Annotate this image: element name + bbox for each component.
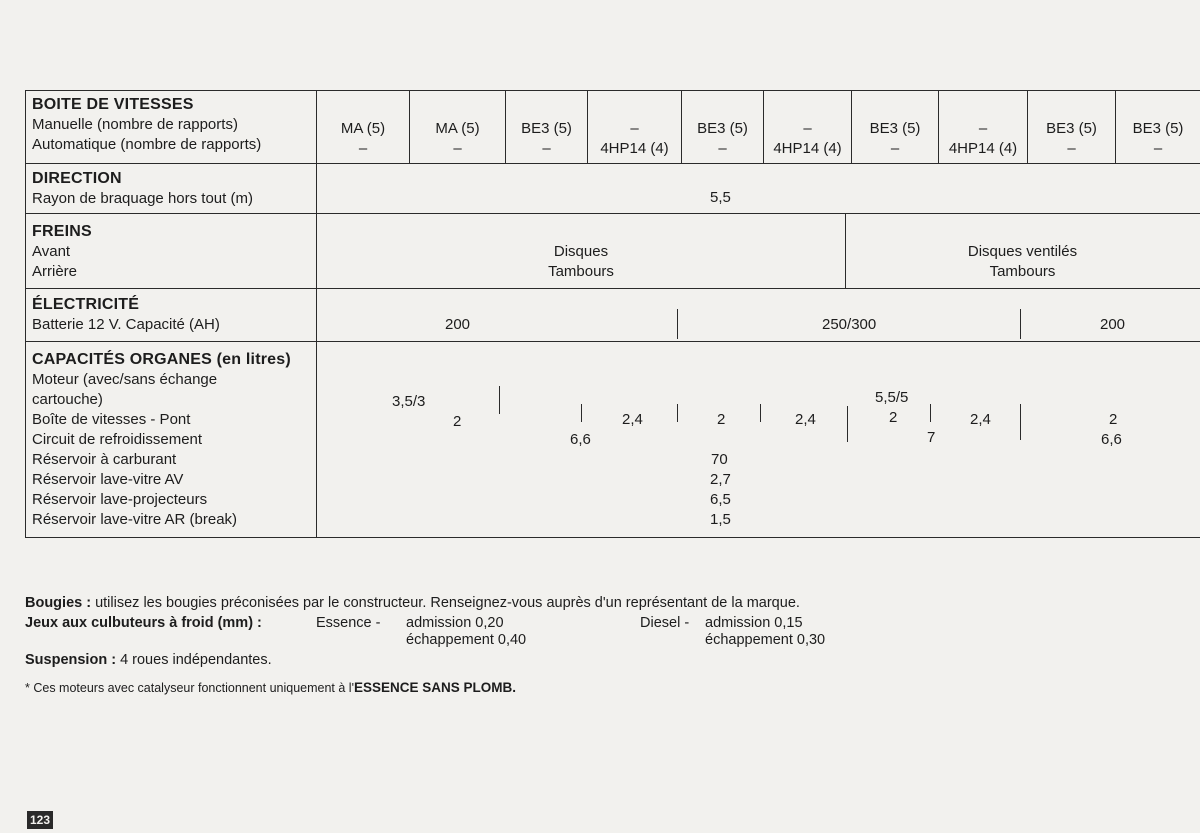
battery-divider-1 xyxy=(677,309,678,339)
gearbox-column-7 xyxy=(851,91,938,164)
fuel-tank-value: 70 xyxy=(711,451,728,468)
washer-front-value: 2,7 xyxy=(710,471,731,488)
engine-oil-value-1: 3,5/3 xyxy=(392,393,426,410)
gearbox-manual-value: – xyxy=(978,120,988,137)
brakes-front-label: Avant xyxy=(32,243,71,260)
gearbox-manual-value: BE3 (5) xyxy=(1046,120,1097,137)
gearbox-manual-value: MA (5) xyxy=(435,120,480,137)
suspension-note xyxy=(25,652,272,668)
brakes-group2-rear: Tambours xyxy=(989,263,1056,280)
capacity-label-washer-rear: Réservoir lave-vitre AR (break) xyxy=(32,511,238,528)
plugs-label: Bougies : xyxy=(25,595,92,611)
headlamp-washer-value: 6,5 xyxy=(710,491,731,508)
brakes-group1-front: Disques xyxy=(553,243,609,260)
gearbox-auto-value: 4HP14 (4) xyxy=(600,140,669,157)
suspension-label: Suspension : xyxy=(25,652,117,668)
direction-label-cell xyxy=(25,164,317,213)
suspension-text: 4 roues indépendantes. xyxy=(116,652,272,668)
electricity-row xyxy=(25,288,1200,341)
gearbox-manual-value: BE3 (5) xyxy=(697,120,748,137)
capacity-divider xyxy=(930,404,931,422)
capacity-divider xyxy=(1020,404,1021,440)
gearbox-manual-value: – xyxy=(803,120,812,137)
gearbox-column-2 xyxy=(409,91,505,164)
gearbox-auto-value: – xyxy=(1153,140,1163,157)
brakes-group2-front: Disques ventilés xyxy=(967,243,1078,260)
capacity-divider xyxy=(847,406,848,442)
battery-divider-2 xyxy=(1020,309,1021,339)
gearbox-auto-value: – xyxy=(890,140,900,157)
capacity-divider xyxy=(581,404,582,422)
capacities-heading: CAPACITÉS ORGANES (en litres) xyxy=(32,351,291,368)
gearbox-capacity-3: 2 xyxy=(717,411,726,428)
gearbox-manual-value: BE3 (5) xyxy=(869,120,921,137)
gearbox-column-8 xyxy=(938,91,1027,164)
gearbox-column-9 xyxy=(1027,91,1115,164)
capacity-label-fuel: Réservoir à carburant xyxy=(32,451,177,468)
direction-heading: DIRECTION xyxy=(32,170,122,187)
battery-value-1: 200 xyxy=(445,316,471,333)
gearbox-heading: BOITE DE VITESSES xyxy=(32,96,194,113)
gearbox-capacity-5: 2 xyxy=(889,409,898,426)
gearbox-auto-value: – xyxy=(542,140,551,157)
plugs-note xyxy=(25,595,800,611)
capacity-divider xyxy=(677,404,678,422)
cooling-capacity-1: 6,6 xyxy=(570,431,591,448)
capacity-divider xyxy=(760,404,761,422)
capacities-row xyxy=(25,341,1200,538)
diesel-exhaust: échappement 0,30 xyxy=(705,632,826,648)
gearbox-capacity-1: 2 xyxy=(453,413,462,430)
brakes-label-cell xyxy=(25,214,317,288)
gearbox-column-5 xyxy=(681,91,763,164)
brakes-group1 xyxy=(317,242,845,282)
direction-row xyxy=(25,163,1200,213)
gearbox-column-4 xyxy=(587,91,681,164)
footnote xyxy=(25,680,516,696)
battery-value-3: 200 xyxy=(1100,316,1126,333)
gearbox-column-6 xyxy=(763,91,851,164)
capacity-label-cooling: Circuit de refroidissement xyxy=(32,431,203,448)
battery-value-2: 250/300 xyxy=(822,316,877,333)
gearbox-column-1 xyxy=(317,119,409,164)
gearbox-auto-value: – xyxy=(718,140,727,157)
rockers-label: Jeux aux culbuteurs à froid (mm) : xyxy=(25,615,262,631)
gearbox-auto-value: – xyxy=(1067,140,1076,157)
brakes-rear-label: Arrière xyxy=(32,263,78,280)
footnote-text: * Ces moteurs avec catalyseur fonctionnent uniquement à l' xyxy=(25,681,354,695)
gearbox-auto-value: 4HP14 (4) xyxy=(948,140,1018,157)
gearbox-column-10 xyxy=(1115,91,1200,164)
diesel-label: Diesel - xyxy=(640,615,690,631)
petrol-label: Essence - xyxy=(316,615,381,631)
brakes-group2 xyxy=(845,242,1200,282)
diesel-intake: admission 0,15 xyxy=(705,615,803,631)
washer-rear-value: 1,5 xyxy=(710,511,731,528)
gearbox-auto-label: Automatique (nombre de rapports) xyxy=(32,136,262,153)
cooling-capacity-2: 7 xyxy=(927,429,936,446)
gearbox-capacity-6: 2,4 xyxy=(970,411,991,428)
engine-oil-value-2: 5,5/5 xyxy=(875,389,909,406)
capacity-label-cartridge: cartouche) xyxy=(32,391,103,408)
brakes-row xyxy=(25,213,1200,288)
gearbox-capacity-7: 2 xyxy=(1109,411,1118,428)
capacity-divider xyxy=(499,386,500,414)
capacity-label-engine: Moteur (avec/sans échange xyxy=(32,371,218,388)
petrol-exhaust: échappement 0,40 xyxy=(406,632,527,648)
cooling-capacity-3: 6,6 xyxy=(1101,431,1122,448)
gearbox-row xyxy=(25,90,1200,163)
gearbox-capacity-4: 2,4 xyxy=(795,411,816,428)
gearbox-manual-label: Manuelle (nombre de rapports) xyxy=(32,116,238,133)
capacity-label-gearbox: Boîte de vitesses - Pont xyxy=(32,411,191,428)
gearbox-auto-value: – xyxy=(453,140,462,157)
electricity-label-cell xyxy=(25,289,317,341)
brakes-heading: FREINS xyxy=(32,223,92,240)
petrol-intake: admission 0,20 xyxy=(406,615,504,631)
direction-label: Rayon de braquage hors tout (m) xyxy=(32,190,253,207)
capacities-label-cell xyxy=(25,342,317,537)
page-number: 123 xyxy=(27,811,53,829)
gearbox-column-3 xyxy=(505,91,587,164)
gearbox-manual-value: BE3 (5) xyxy=(521,120,572,137)
footnote-bold: ESSENCE SANS PLOMB. xyxy=(353,680,516,695)
gearbox-manual-value: MA (5) xyxy=(340,120,386,137)
gearbox-capacity-2: 2,4 xyxy=(622,411,643,428)
turning-radius-value: 5,5 xyxy=(710,189,731,206)
brakes-group1-rear: Tambours xyxy=(548,263,614,280)
gearbox-manual-value: BE3 (5) xyxy=(1132,120,1184,137)
electricity-heading: ÉLECTRICITÉ xyxy=(32,296,140,313)
electricity-label: Batterie 12 V. Capacité (AH) xyxy=(32,316,220,333)
gearbox-manual-value: – xyxy=(630,120,639,137)
gearbox-auto-value: 4HP14 (4) xyxy=(773,140,842,157)
capacity-label-washer-front: Réservoir lave-vitre AV xyxy=(32,471,184,488)
gearbox-auto-value: – xyxy=(358,140,368,157)
gearbox-label-cell xyxy=(25,91,317,163)
capacity-label-headlamp-washer: Réservoir lave-projecteurs xyxy=(32,491,208,508)
plugs-text: utilisez les bougies préconisées par le constructeur. Renseignez-vous auprès d'un représentant de la marque. xyxy=(91,595,800,611)
